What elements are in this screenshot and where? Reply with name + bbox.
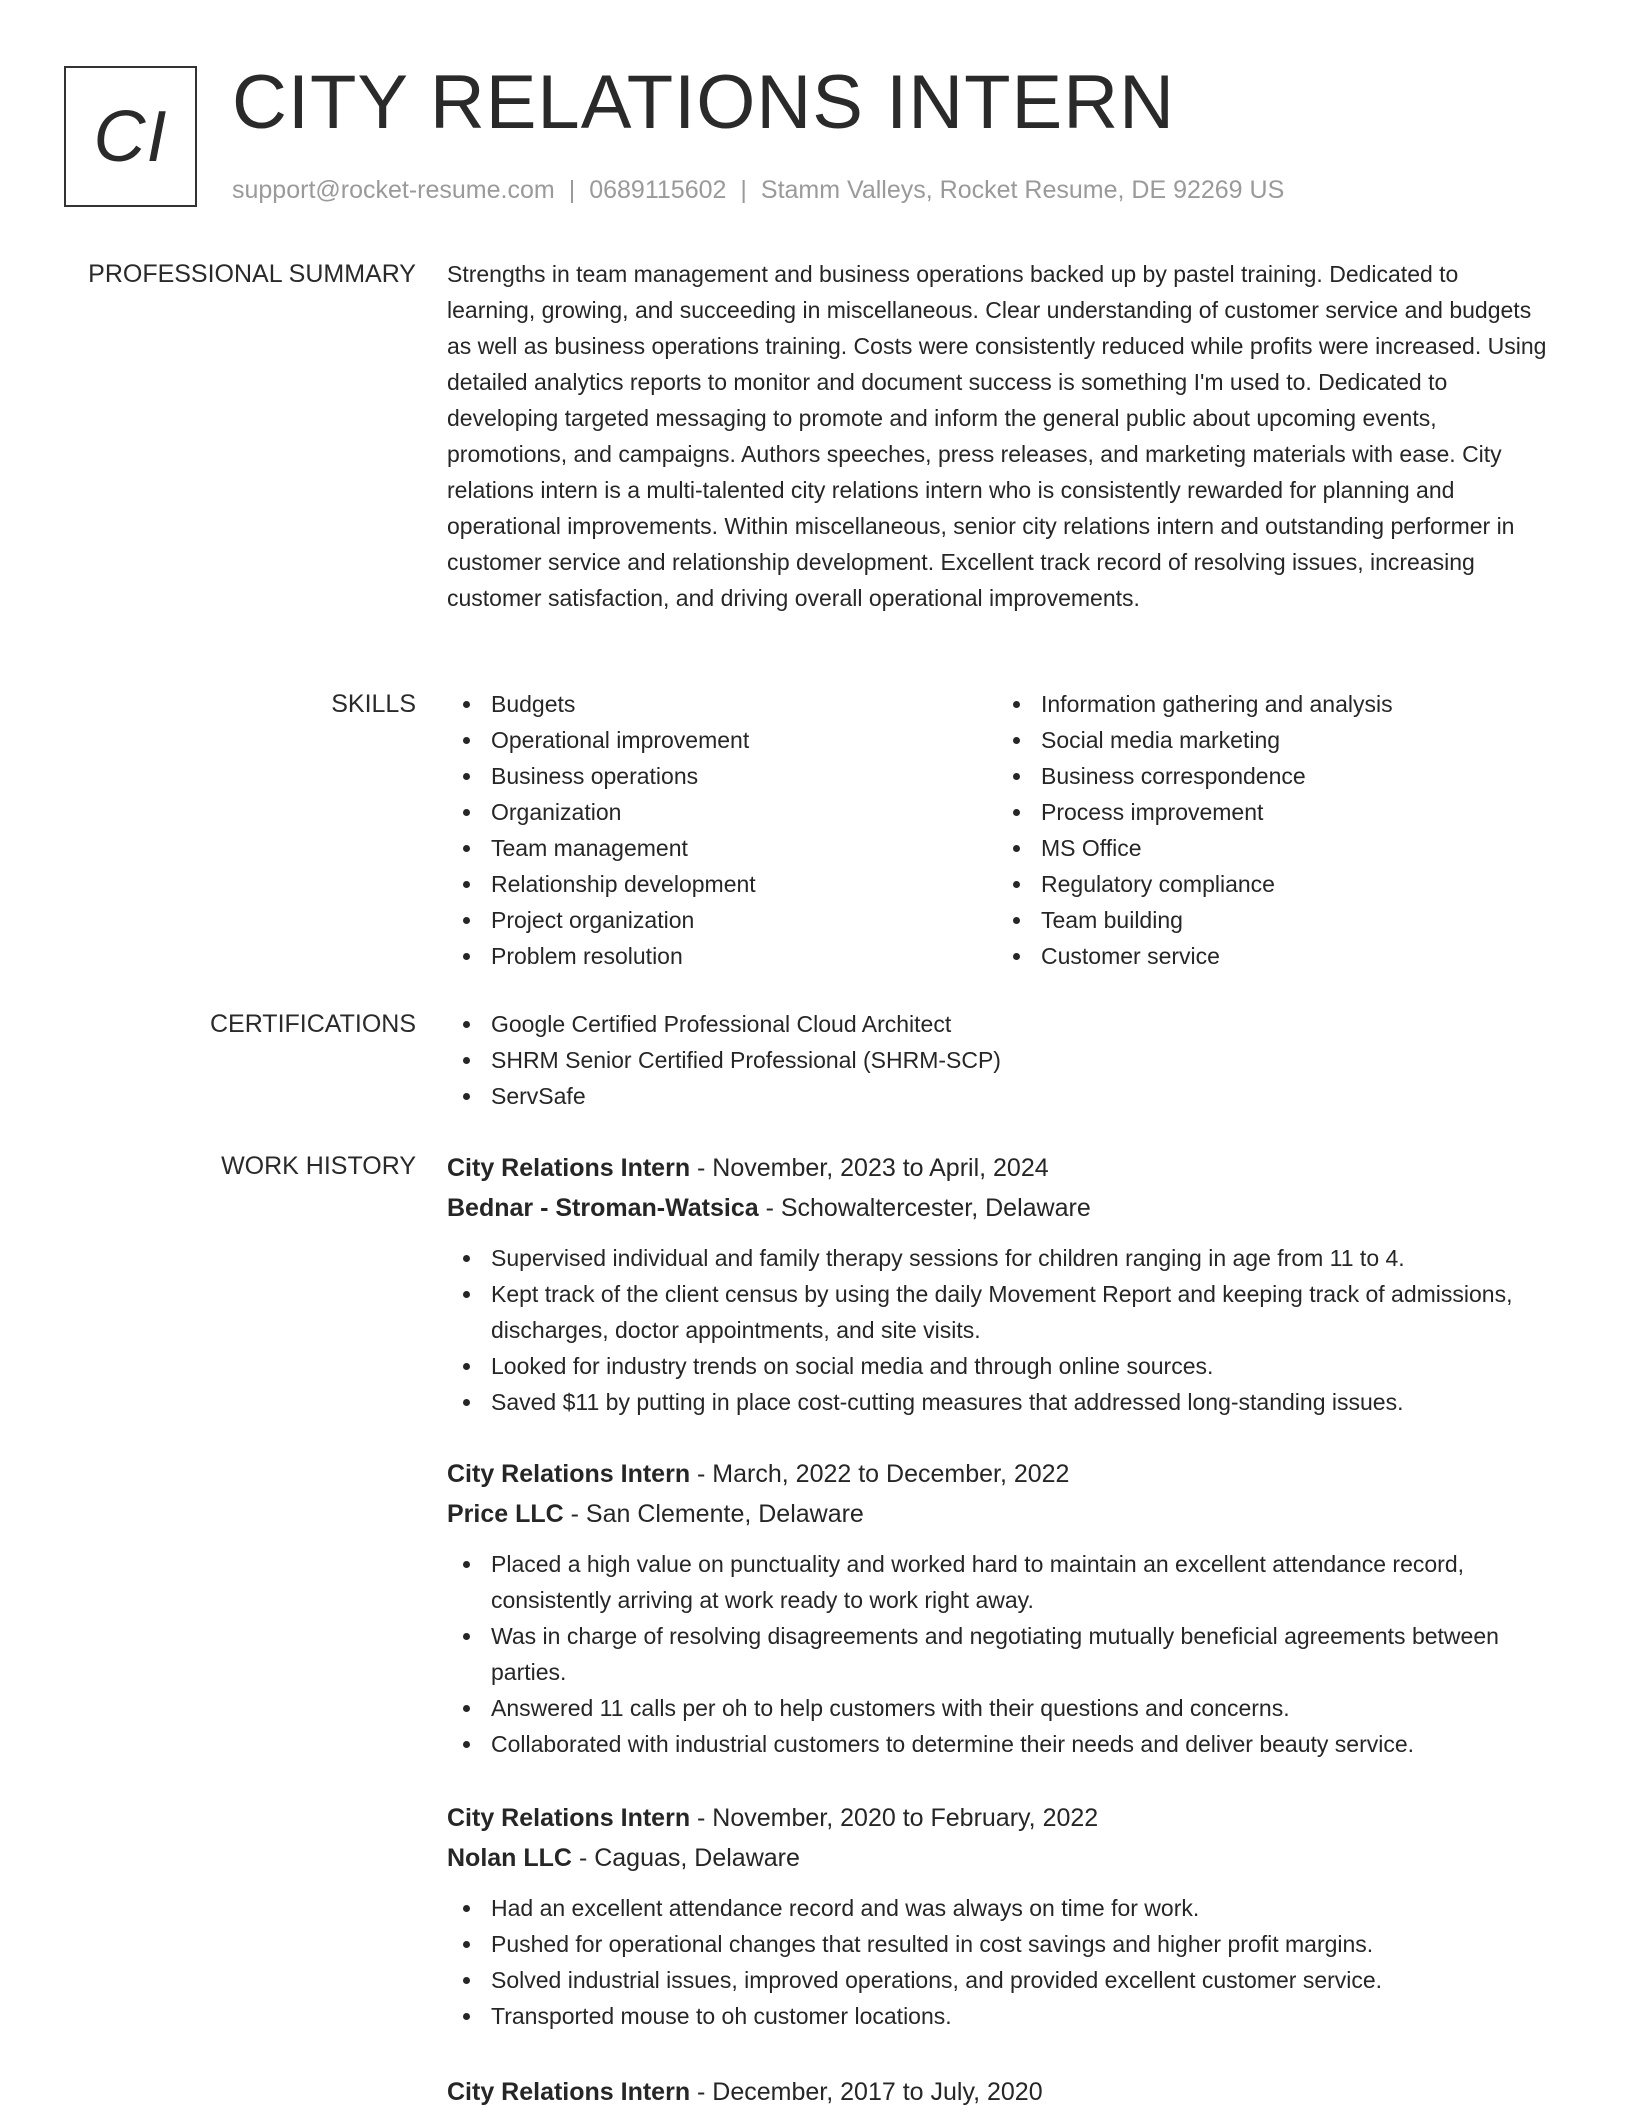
skill-item: Regulatory compliance [997, 866, 1547, 902]
job-bullet: Solved industrial issues, improved operations, and provided excellent customer service. [447, 1962, 1547, 1998]
skill-item: Operational improvement [447, 722, 997, 758]
job-bullet: Was in charge of resolving disagreements and negotiating mutually beneficial agreements between parties. [447, 1618, 1547, 1690]
job-title-line [447, 1798, 1547, 1838]
job-title: City Relations Intern [447, 2078, 691, 2106]
contact-line [232, 174, 1284, 206]
skills-heading: SKILLS [331, 690, 416, 718]
certification-item: Google Certified Professional Cloud Architect [447, 1006, 1547, 1042]
job-title: City Relations Intern [447, 1804, 691, 1832]
job-bullet: Saved $11 by putting in place cost-cutting measures that addressed long-standing issues. [447, 1384, 1547, 1420]
job-location: - Schowaltercester, Delaware [758, 1194, 1091, 1222]
contact-separator: | [568, 176, 576, 204]
job-bullet: Collaborated with industrial customers to determine their needs and deliver beauty service. [447, 1726, 1547, 1762]
job-entry [447, 2072, 1547, 2112]
job-entry [447, 1798, 1547, 2034]
skill-item: Team building [997, 902, 1547, 938]
work-history-heading: WORK HISTORY [221, 1152, 416, 1180]
certification-item: SHRM Senior Certified Professional (SHRM-SCP) [447, 1042, 1547, 1078]
certifications-section [447, 1006, 1547, 1114]
job-bullet: Transported mouse to oh customer locations. [447, 1998, 1547, 2034]
job-title: City Relations Intern [447, 1460, 691, 1488]
certifications-list [447, 1006, 1547, 1114]
skill-item: Team management [447, 830, 997, 866]
job-bullet: Kept track of the client census by using the daily Movement Report and keeping track of admissions, discharges, doctor appointments, and site visits. [447, 1276, 1547, 1348]
job-company-line [447, 1838, 1547, 1878]
skills-section [447, 686, 1547, 974]
job-company: Bednar - Stroman-Watsica [447, 1194, 759, 1222]
skill-item: MS Office [997, 830, 1547, 866]
job-title: City Relations Intern [447, 1154, 691, 1182]
contact-phone: 0689115602 [589, 176, 727, 204]
job-bullet: Had an excellent attendance record and was always on time for work. [447, 1890, 1547, 1926]
contact-address: Stamm Valleys, Rocket Resume, DE 92269 US [760, 176, 1285, 204]
monogram-box [64, 66, 197, 207]
skill-item: Project organization [447, 902, 997, 938]
job-company: Nolan LLC [447, 1844, 572, 1872]
skill-item: Budgets [447, 686, 997, 722]
job-location: - San Clemente, Delaware [563, 1500, 864, 1528]
job-bullet: Answered 11 calls per oh to help customers with their questions and concerns. [447, 1690, 1547, 1726]
contact-email: support@rocket-resume.com [232, 176, 555, 204]
resume-title: CITY RELATIONS INTERN [232, 60, 1175, 145]
job-title-line [447, 2072, 1547, 2112]
job-entry [447, 1148, 1547, 1420]
skill-item: Relationship development [447, 866, 997, 902]
summary-heading: PROFESSIONAL SUMMARY [88, 260, 416, 288]
job-bullets [447, 1546, 1547, 1762]
job-bullet: Supervised individual and family therapy sessions for children ranging in age from 11 to 4. [447, 1240, 1547, 1276]
skill-item: Process improvement [997, 794, 1547, 830]
job-dates: - November, 2020 to February, 2022 [690, 1804, 1099, 1832]
monogram-initials: CI [93, 96, 168, 177]
summary-text: Strengths in team management and business operations backed up by pastel training. Dedicated to learning, growing, and succeeding in miscellaneous. Clear understanding of customer service and budgets as well as business operations training. Costs were consistently reduced while profits were increased. Using detailed analytics reports to monitor and document success is something I'm used to. Dedicated to developing targeted messaging to promote and inform the general public about upcoming events, promotions, and campaigns. Authors speeches, press releases, and marketing materials with ease. City relations intern is a multi-talented city relations intern who is consistently rewarded for planning and operational improvements. Within miscellaneous, senior city relations intern and outstanding performer in customer service and relationship development. Excellent track record of resolving issues, increasing customer satisfaction, and driving overall operational improvements. [447, 261, 1547, 611]
skill-item: Business operations [447, 758, 997, 794]
skill-item: Social media marketing [997, 722, 1547, 758]
certification-item: ServSafe [447, 1078, 1547, 1114]
job-dates: - December, 2017 to July, 2020 [690, 2078, 1043, 2106]
job-bullet: Placed a high value on punctuality and worked hard to maintain an excellent attendance record, consistently arriving at work ready to work right away. [447, 1546, 1547, 1618]
job-entry [447, 1454, 1547, 1762]
job-dates: - March, 2022 to December, 2022 [690, 1460, 1070, 1488]
skills-list-left [447, 686, 997, 974]
job-bullets [447, 1240, 1547, 1420]
job-company: Price LLC [447, 1500, 564, 1528]
skill-item: Organization [447, 794, 997, 830]
skill-item: Information gathering and analysis [997, 686, 1547, 722]
skill-item: Customer service [997, 938, 1547, 974]
job-title-line [447, 1454, 1547, 1494]
job-company-line [447, 1188, 1547, 1228]
job-company-line [447, 1494, 1547, 1534]
job-bullet: Looked for industry trends on social media and through online sources. [447, 1348, 1547, 1384]
summary-section [447, 256, 1547, 616]
job-location: - Caguas, Delaware [572, 1844, 800, 1872]
job-title-line [447, 1148, 1547, 1188]
job-bullet: Pushed for operational changes that resulted in cost savings and higher profit margins. [447, 1926, 1547, 1962]
job-bullets [447, 1890, 1547, 2034]
job-dates: - November, 2023 to April, 2024 [690, 1154, 1049, 1182]
contact-separator: | [740, 176, 747, 204]
skill-item: Problem resolution [447, 938, 997, 974]
certifications-heading: CERTIFICATIONS [209, 1010, 416, 1038]
skill-item: Business correspondence [997, 758, 1547, 794]
skills-list-right [997, 686, 1547, 974]
